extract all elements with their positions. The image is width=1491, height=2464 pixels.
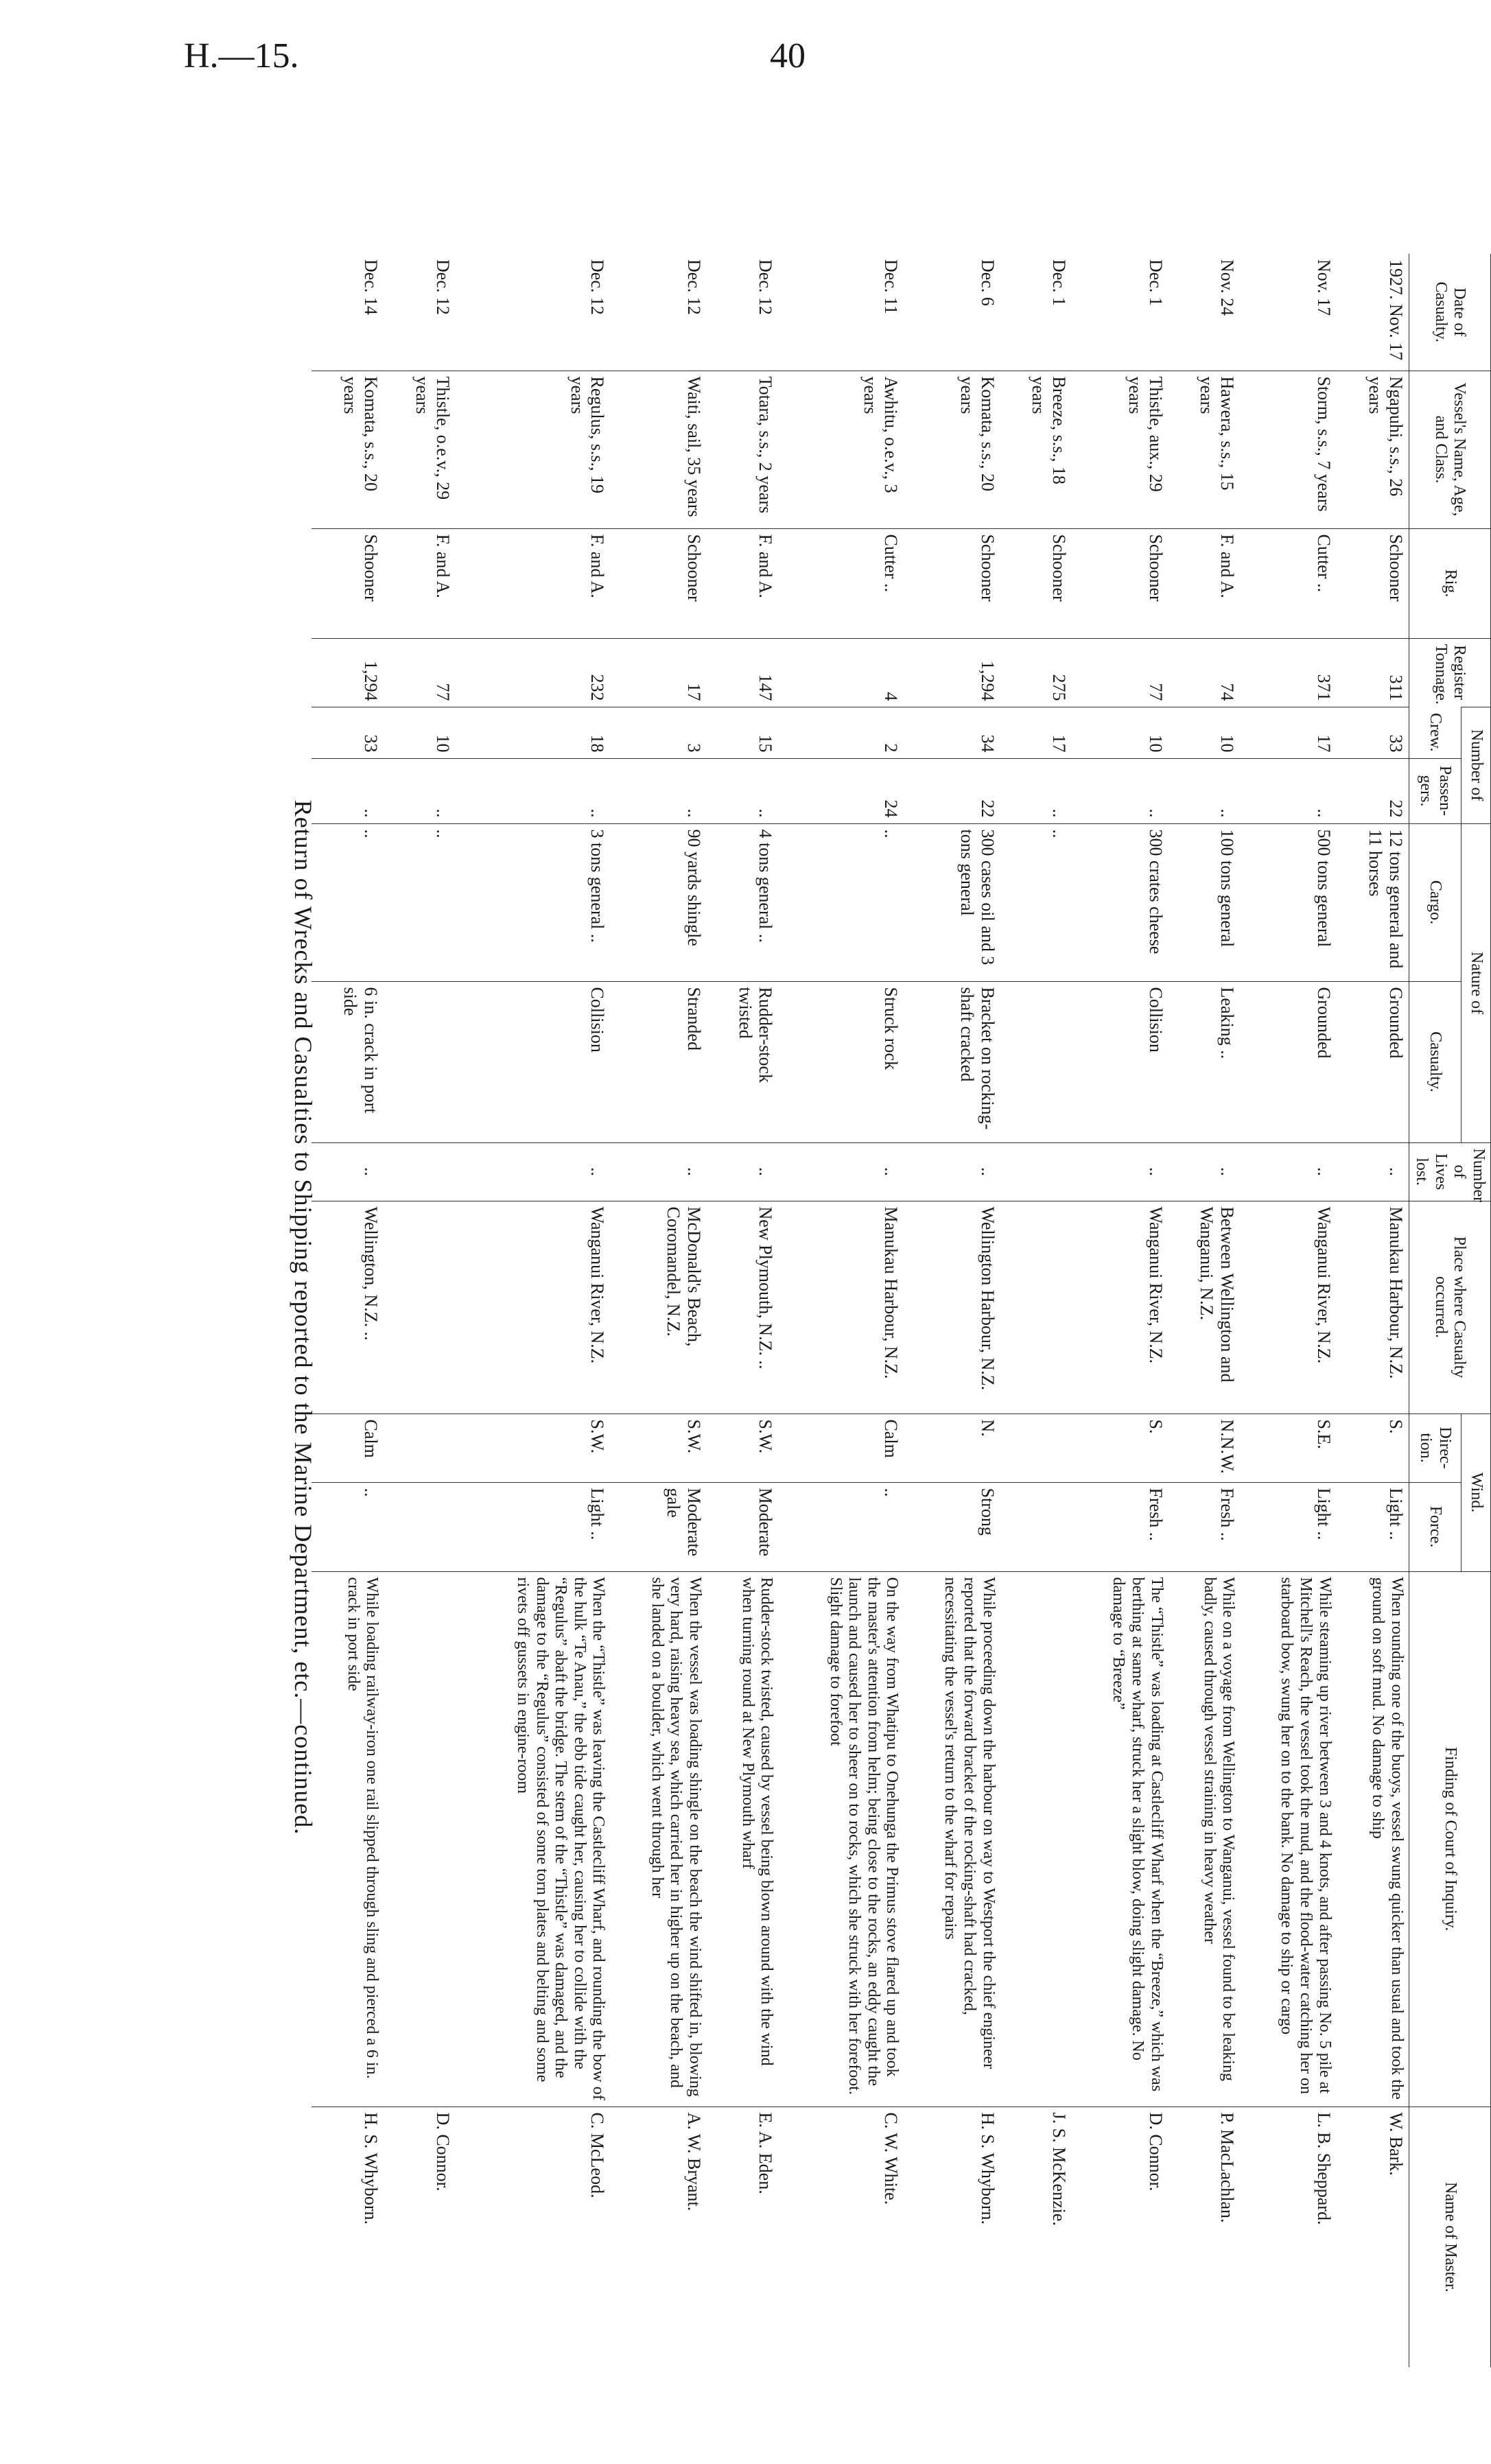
force-cell: Light .. xyxy=(1240,1482,1336,1571)
force-cell xyxy=(1000,1482,1072,1571)
crew-cell: 10 xyxy=(1169,707,1241,758)
header-rig: Rig. xyxy=(1409,528,1490,638)
place-cell: Wanganui River, N.Z. xyxy=(1072,1201,1168,1413)
header-crew: Crew. xyxy=(1409,707,1461,758)
passengers-cell: .. xyxy=(456,758,611,823)
cargo-cell: 3 tons general .. xyxy=(456,823,611,981)
vessel-cell: Totara, s.s., 2 years xyxy=(707,371,779,528)
direction-cell: N. xyxy=(904,1413,1000,1482)
header-date: Date of Casualty. xyxy=(1409,254,1490,371)
lives-cell: .. xyxy=(312,1142,384,1201)
force-cell xyxy=(384,1482,456,1571)
crew-cell: 33 xyxy=(1337,707,1409,758)
rig-cell: Cutter .. xyxy=(1240,528,1336,638)
date-cell: Dec. 12 xyxy=(432,259,453,315)
place-cell: Between Wellington and Wanganui, N.Z. xyxy=(1169,1201,1241,1413)
master-cell: C. W. White. xyxy=(778,2107,904,2367)
cargo-cell: 100 tons general xyxy=(1169,823,1241,981)
tonnage-cell: 1,294 xyxy=(312,638,384,707)
cargo-cell: 300 cases oil and 3 tons general xyxy=(904,823,1000,981)
casualty-cell: 6 in. crack in port side xyxy=(312,981,384,1142)
rig-cell: Schooner xyxy=(611,528,707,638)
passengers-cell: 24 xyxy=(778,758,904,823)
rig-cell: Schooner xyxy=(1337,528,1409,638)
finding-cell xyxy=(1000,1571,1072,2107)
header-finding: Finding of Court of Inquiry. xyxy=(1409,1571,1490,2107)
passengers-cell: .. xyxy=(1169,758,1241,823)
casualty-cell: Grounded xyxy=(1337,981,1409,1142)
lives-cell xyxy=(1000,1142,1072,1201)
passengers-cell: 22 xyxy=(904,758,1000,823)
table-row xyxy=(611,254,707,2367)
tonnage-cell: 371 xyxy=(1240,638,1336,707)
rig-cell: F. and A. xyxy=(1169,528,1241,638)
rig-cell: F. and A. xyxy=(384,528,456,638)
rig-cell: Cutter .. xyxy=(778,528,904,638)
passengers-cell: .. xyxy=(312,758,384,823)
master-cell: A. W. Bryant. xyxy=(611,2107,707,2367)
table-row xyxy=(1240,254,1336,2367)
header-wind: Wind. xyxy=(1461,1413,1490,1571)
tonnage-cell: 17 xyxy=(611,638,707,707)
tonnage-cell: 232 xyxy=(456,638,611,707)
document-id: H.—15. xyxy=(184,36,299,75)
vessel-cell: Thistle, aux., 29 years xyxy=(1072,371,1168,528)
place-cell: New Plymouth, N.Z. .. xyxy=(707,1201,779,1413)
header-place: Place where Casualty occurred. xyxy=(1409,1201,1490,1413)
crew-cell: 3 xyxy=(611,707,707,758)
passengers-cell: .. xyxy=(1000,758,1072,823)
casualty-cell: Collision xyxy=(456,981,611,1142)
passengers-cell: .. xyxy=(1072,758,1168,823)
header-lives: Number of Lives lost. xyxy=(1409,1142,1490,1201)
crew-cell: 18 xyxy=(456,707,611,758)
tonnage-cell: 1,294 xyxy=(904,638,1000,707)
lives-cell: .. xyxy=(904,1142,1000,1201)
date-cell: Dec. 6 xyxy=(977,259,998,306)
finding-cell: When rounding one of the buoys, vessel swung quicker than usual and took the ground on soft mud. No damage to ship xyxy=(1337,1571,1409,2107)
rig-cell: Schooner xyxy=(312,528,384,638)
direction-cell: S. xyxy=(1337,1413,1409,1482)
direction-cell xyxy=(384,1413,456,1482)
tonnage-cell: 74 xyxy=(1169,638,1241,707)
header-force: Force. xyxy=(1409,1482,1461,1571)
place-cell: Wanganui River, N.Z. xyxy=(1240,1201,1336,1413)
lives-cell: .. xyxy=(1240,1142,1336,1201)
tonnage-cell: 147 xyxy=(707,638,779,707)
force-cell: Fresh .. xyxy=(1072,1482,1168,1571)
date-cell: Nov. 17 xyxy=(1313,259,1334,316)
finding-cell: Rudder-stock twisted, caused by vessel being blown around with the wind when turning round at New Plymouth wharf xyxy=(707,1571,779,2107)
casualty-cell xyxy=(1000,981,1072,1142)
finding-cell: While proceeding down the harbour on way to Westport the chief engineer reported that the forward bracket of the rocking-shaft had cracked, necessitating the vessel's return to the wharf for repairs xyxy=(904,1571,1000,2107)
finding-cell: On the way from Whatipu to Onehunga the Primus stove flared up and took the master's attention from helm; being close to the rocks, an eddy caught the launch and caused her to sheer on to rocks, which she struck with her forefoot. Slight damage to forefoot xyxy=(778,1571,904,2107)
passengers-cell: .. xyxy=(384,758,456,823)
casualty-table xyxy=(312,254,1491,2367)
direction-cell: S. xyxy=(1072,1413,1168,1482)
table-row xyxy=(1169,254,1241,2367)
date-cell: Dec. 12 xyxy=(683,259,704,315)
place-cell: Manukau Harbour, N.Z. xyxy=(1337,1201,1409,1413)
lives-cell: .. xyxy=(456,1142,611,1201)
crew-cell: 2 xyxy=(778,707,904,758)
vessel-cell: Ngapuhi, s.s., 26 years xyxy=(1337,371,1409,528)
header-master: Name of Master. xyxy=(1409,2107,1490,2367)
date-cell: Dec. 1 xyxy=(1145,259,1166,306)
cargo-cell: 300 crates cheese xyxy=(1072,823,1168,981)
crew-cell: 10 xyxy=(1072,707,1168,758)
rig-cell: Schooner xyxy=(1072,528,1168,638)
header-passengers: Passen-gers. xyxy=(1409,758,1461,823)
master-cell: P. MacLachlan. xyxy=(1169,2107,1241,2367)
casualty-cell: Struck rock xyxy=(778,981,904,1142)
header-cargo: Cargo. xyxy=(1409,823,1461,981)
vessel-cell: Komata, s.s., 20 years xyxy=(904,371,1000,528)
direction-cell: S.W. xyxy=(456,1413,611,1482)
crew-cell: 17 xyxy=(1000,707,1072,758)
crew-cell: 34 xyxy=(904,707,1000,758)
direction-cell xyxy=(1000,1413,1072,1482)
vessel-cell: Storm, s.s., 7 years xyxy=(1240,371,1336,528)
direction-cell: Calm xyxy=(778,1413,904,1482)
force-cell: .. xyxy=(312,1482,384,1571)
casualty-cell: Rudder-stock twisted xyxy=(707,981,779,1142)
date-cell: Dec. 14 xyxy=(361,259,381,315)
cargo-cell: .. xyxy=(384,823,456,981)
force-cell: Moderate gale xyxy=(611,1482,707,1571)
vessel-cell: Hawera, s.s., 15 years xyxy=(1169,371,1241,528)
master-cell: H. S. Whyborn. xyxy=(904,2107,1000,2367)
tonnage-cell: 275 xyxy=(1000,638,1072,707)
vessel-cell: Komata, s.s., 20 years xyxy=(312,371,384,528)
casualty-cell: Stranded xyxy=(611,981,707,1142)
master-cell: H. S. Whyborn. xyxy=(312,2107,384,2367)
date-cell: Dec. 12 xyxy=(755,259,776,315)
lives-cell: .. xyxy=(707,1142,779,1201)
place-cell: Wanganui River, N.Z. xyxy=(456,1201,611,1413)
place-cell: Wellington, N.Z. .. xyxy=(312,1201,384,1413)
lives-cell: .. xyxy=(1072,1142,1168,1201)
passengers-cell: 22 xyxy=(1337,758,1409,823)
table-row xyxy=(904,254,1000,2367)
date-cell: Dec. 1 xyxy=(1049,259,1070,306)
master-cell: L. B. Sheppard. xyxy=(1240,2107,1336,2367)
header-casualty: Casualty. xyxy=(1409,981,1461,1142)
casualty-cell: Grounded xyxy=(1240,981,1336,1142)
force-cell: Fresh .. xyxy=(1169,1482,1241,1571)
place-cell xyxy=(1000,1201,1072,1413)
force-cell: Moderate xyxy=(707,1482,779,1571)
cargo-cell: 4 tons general .. xyxy=(707,823,779,981)
vessel-cell: Waiti, sail, 35 years xyxy=(611,371,707,528)
tonnage-cell: 4 xyxy=(778,638,904,707)
passengers-cell: .. xyxy=(707,758,779,823)
page-number: 40 xyxy=(770,36,806,75)
tonnage-cell: 77 xyxy=(384,638,456,707)
place-cell: McDonald's Beach, Coromandel, N.Z. xyxy=(611,1201,707,1413)
finding-cell: When the vessel was loading shingle on the beach the wind shifted in, blowing very hard, raising heavy sea, which carried her in higher up on the beach, and she landed on a boulder, which went through her xyxy=(611,1571,707,2107)
table-body xyxy=(312,254,1409,2367)
crew-cell: 33 xyxy=(312,707,384,758)
force-cell: Light .. xyxy=(1337,1482,1409,1571)
rotated-table-region xyxy=(167,220,1491,2415)
direction-cell: Calm xyxy=(312,1413,384,1482)
place-cell: Manukau Harbour, N.Z. xyxy=(778,1201,904,1413)
master-cell: D. Connor. xyxy=(384,2107,456,2367)
master-cell: W. Bark. xyxy=(1337,2107,1409,2367)
table-row xyxy=(384,254,456,2367)
master-cell: J. S. McKenzie. xyxy=(1000,2107,1072,2367)
cargo-cell: 500 tons general xyxy=(1240,823,1336,981)
master-cell: D. Connor. xyxy=(1072,2107,1168,2367)
lives-cell: .. xyxy=(1169,1142,1241,1201)
header-vessel: Vessel's Name, Age, and Class. xyxy=(1409,371,1490,528)
place-cell: Wellington Harbour, N.Z. xyxy=(904,1201,1000,1413)
direction-cell: N.N.W. xyxy=(1169,1413,1241,1482)
crew-cell: 10 xyxy=(384,707,456,758)
cargo-cell: .. xyxy=(1000,823,1072,981)
direction-cell: S.E. xyxy=(1240,1413,1336,1482)
date-cell: Nov. 24 xyxy=(1217,259,1238,316)
finding-cell: When the “Thistle” was leaving the Castlecliff Wharf, and rounding the bow of the hulk “Te Anau,” the ebb tide caught her, causing her to collide with the “Regulus” abaft the bridge. The stem of the “Thistle” was damaged, and the damage to the “Regulus” consisted of some torn plates and belting and some rivets off gussets in engine-room xyxy=(456,1571,611,2107)
header-direction: Direc-tion. xyxy=(1409,1413,1461,1482)
master-cell: C. McLeod. xyxy=(456,2107,611,2367)
vessel-cell: Breeze, s.s., 18 years xyxy=(1000,371,1072,528)
force-cell: .. xyxy=(778,1482,904,1571)
date-cell: Dec. 11 xyxy=(881,259,902,314)
document-title: Return of Wrecks and Casualties to Shipping reported to the Marine Department, etc.—continued. xyxy=(290,799,317,1835)
cargo-cell: 12 tons general and 11 horses xyxy=(1337,823,1409,981)
lives-cell: .. xyxy=(1337,1142,1409,1201)
table-row xyxy=(778,254,904,2367)
place-cell xyxy=(384,1201,456,1413)
vessel-cell: Thistle, o.e.v., 29 years xyxy=(384,371,456,528)
table-row xyxy=(456,254,611,2367)
passengers-cell: .. xyxy=(1240,758,1336,823)
force-cell: Light .. xyxy=(456,1482,611,1571)
direction-cell: S.W. xyxy=(611,1413,707,1482)
header-tonnage: Register Tonnage. xyxy=(1409,638,1490,707)
lives-cell: .. xyxy=(778,1142,904,1201)
date-cell: 1927. Nov. 17 xyxy=(1385,259,1406,361)
tonnage-cell: 311 xyxy=(1337,638,1409,707)
crew-cell: 17 xyxy=(1240,707,1336,758)
direction-cell: S.W. xyxy=(707,1413,779,1482)
lives-cell xyxy=(384,1142,456,1201)
rig-cell: Schooner xyxy=(904,528,1000,638)
cargo-cell: 90 yards shingle xyxy=(611,823,707,981)
casualty-cell: Leaking .. xyxy=(1169,981,1241,1142)
casualty-cell: Bracket on rocking-shaft cracked xyxy=(904,981,1000,1142)
table-row xyxy=(1072,254,1168,2367)
master-cell: E. A. Eden. xyxy=(707,2107,779,2367)
header-number-of: Number of xyxy=(1461,707,1490,823)
force-cell: Strong xyxy=(904,1482,1000,1571)
passengers-cell: .. xyxy=(611,758,707,823)
date-cell: Dec. 12 xyxy=(587,259,608,315)
casualty-cell xyxy=(384,981,456,1142)
table-row xyxy=(707,254,779,2367)
tonnage-cell: 77 xyxy=(1072,638,1168,707)
rig-cell: F. and A. xyxy=(456,528,611,638)
table-row xyxy=(1337,254,1409,2367)
finding-cell xyxy=(384,1571,456,2107)
finding-cell: While steaming up river between 3 and 4 knots, and after passing No. 5 pile at Mitchell's Reach, the vessel took the mud, and the flood-water catching her on starboard bow, swung her on to the bank. No damage to ship or cargo xyxy=(1240,1571,1336,2107)
cargo-cell: .. xyxy=(312,823,384,981)
vessel-cell: Regulus, s.s., 19 years xyxy=(456,371,611,528)
crew-cell: 15 xyxy=(707,707,779,758)
rig-cell: Schooner xyxy=(1000,528,1072,638)
lives-cell: .. xyxy=(611,1142,707,1201)
casualty-cell: Collision xyxy=(1072,981,1168,1142)
table-row xyxy=(1000,254,1072,2367)
finding-cell: While loading railway-iron one rail slipped through sling and pierced a 6 in. crack in port side xyxy=(312,1571,384,2107)
table-row xyxy=(312,254,384,2367)
finding-cell: While on a voyage from Wellington to Wanganui, vessel found to be leaking badly, caused through vessel straining in heavy weather xyxy=(1169,1571,1241,2107)
finding-cell: The “Thistle” was loading at Castlecliff Wharf when the “Breeze,” which was berthing at same wharf, struck her a slight blow, doing slight damage. No damage to “Breeze” xyxy=(1072,1571,1168,2107)
vessel-cell: Awhitu, o.e.v., 3 years xyxy=(778,371,904,528)
header-nature-of: Nature of xyxy=(1461,823,1490,1142)
cargo-cell: .. xyxy=(778,823,904,981)
rig-cell: F. and A. xyxy=(707,528,779,638)
